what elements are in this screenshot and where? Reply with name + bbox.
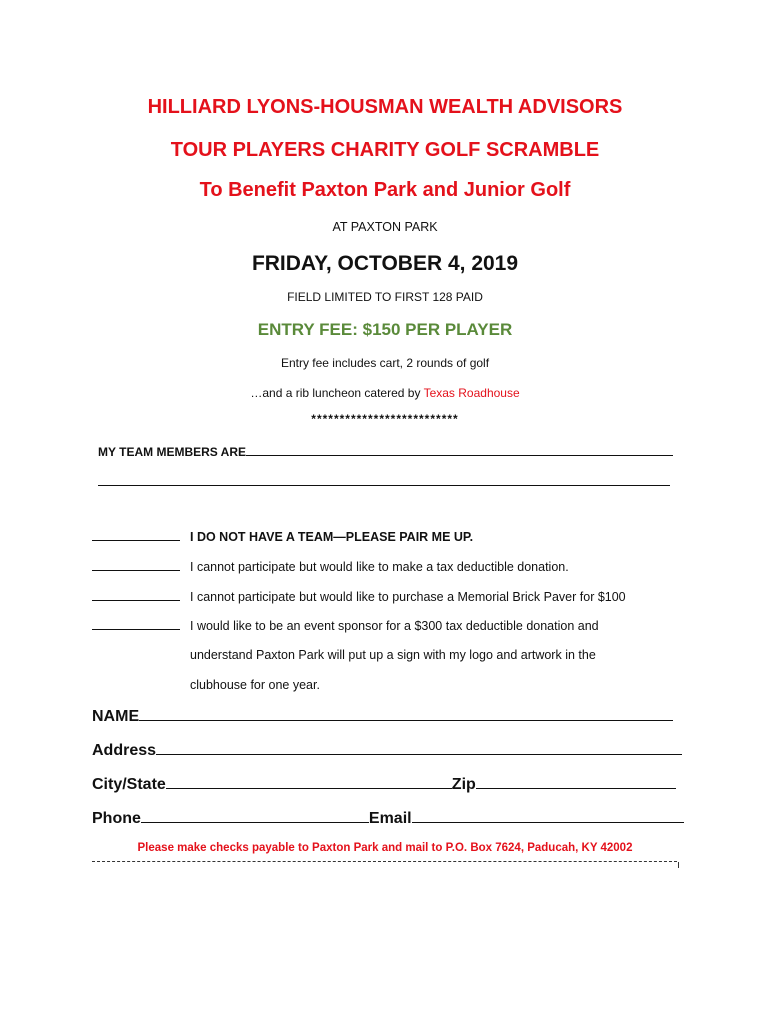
sponsor-continuation-2: clubhouse for one year. (190, 678, 320, 692)
name-label: NAME (92, 708, 140, 725)
sponsor-continuation-1: understand Paxton Park will put up a sign with my logo and artwork in the (190, 648, 596, 662)
city-zip-field-row (92, 774, 676, 794)
option-pair-me-checkline[interactable] (92, 529, 180, 541)
team-members-label: MY TEAM MEMBERS ARE (98, 445, 247, 459)
benefit-title: To Benefit Paxton Park and Junior Golf (199, 179, 571, 201)
address-field-row (92, 740, 682, 760)
caterer-name: Texas Roadhouse (423, 386, 520, 400)
field-limit-text: FIELD LIMITED TO FIRST 128 PAID (287, 290, 483, 304)
separator-stars: ************************** (311, 412, 459, 426)
option-brick-paver (92, 589, 626, 604)
option-sponsor-text: I would like to be an event sponsor for a $300 tax deductible donation and (190, 619, 599, 633)
option-donation-checkline[interactable] (92, 559, 180, 571)
luncheon-prefix: …and a rib luncheon catered by (250, 386, 424, 400)
team-members-row-2 (98, 474, 670, 489)
fee-includes-text: Entry fee includes cart, 2 rounds of golf (280, 356, 490, 370)
option-brick-paver-checkline[interactable] (92, 589, 180, 601)
luncheon-text (0, 386, 770, 400)
zip-input[interactable] (476, 774, 676, 789)
cut-line-end-mark (678, 862, 679, 868)
entry-fee: ENTRY FEE: $150 PER PLAYER (257, 320, 513, 339)
name-input[interactable] (139, 706, 673, 721)
option-sponsor (92, 618, 599, 633)
option-pair-me (92, 529, 473, 544)
event-date: FRIDAY, OCTOBER 4, 2019 (251, 252, 519, 275)
event-title: TOUR PLAYERS CHARITY GOLF SCRAMBLE (170, 139, 600, 161)
address-input[interactable] (156, 740, 682, 755)
city-state-label: City/State (92, 776, 166, 793)
phone-label: Phone (92, 810, 141, 827)
team-members-input[interactable] (246, 444, 673, 456)
team-members-input-2[interactable] (98, 474, 670, 486)
option-donation-text: I cannot participate but would like to make a tax deductible donation. (190, 560, 569, 574)
option-donation (92, 559, 569, 574)
email-label: Email (368, 810, 412, 827)
name-field-row (92, 706, 673, 726)
location-text: AT PAXTON PARK (332, 220, 438, 234)
address-label: Address (92, 742, 157, 759)
email-input[interactable] (412, 808, 684, 823)
cut-line (92, 861, 677, 862)
option-brick-paver-text: I cannot participate but would like to purchase a Memorial Brick Paver for $100 (190, 590, 626, 604)
phone-email-field-row (92, 808, 684, 828)
option-sponsor-checkline[interactable] (92, 618, 180, 630)
option-pair-me-text: I DO NOT HAVE A TEAM—PLEASE PAIR ME UP. (190, 530, 474, 544)
phone-input[interactable] (141, 808, 369, 823)
zip-label: Zip (451, 776, 476, 793)
mail-instructions: Please make checks payable to Paxton Park and mail to P.O. Box 7624, Paducah, KY 42002 (137, 842, 633, 854)
city-state-input[interactable] (166, 774, 452, 789)
sponsor-title: HILLIARD LYONS-HOUSMAN WEALTH ADVISORS (147, 96, 623, 118)
team-members-row (98, 444, 673, 459)
